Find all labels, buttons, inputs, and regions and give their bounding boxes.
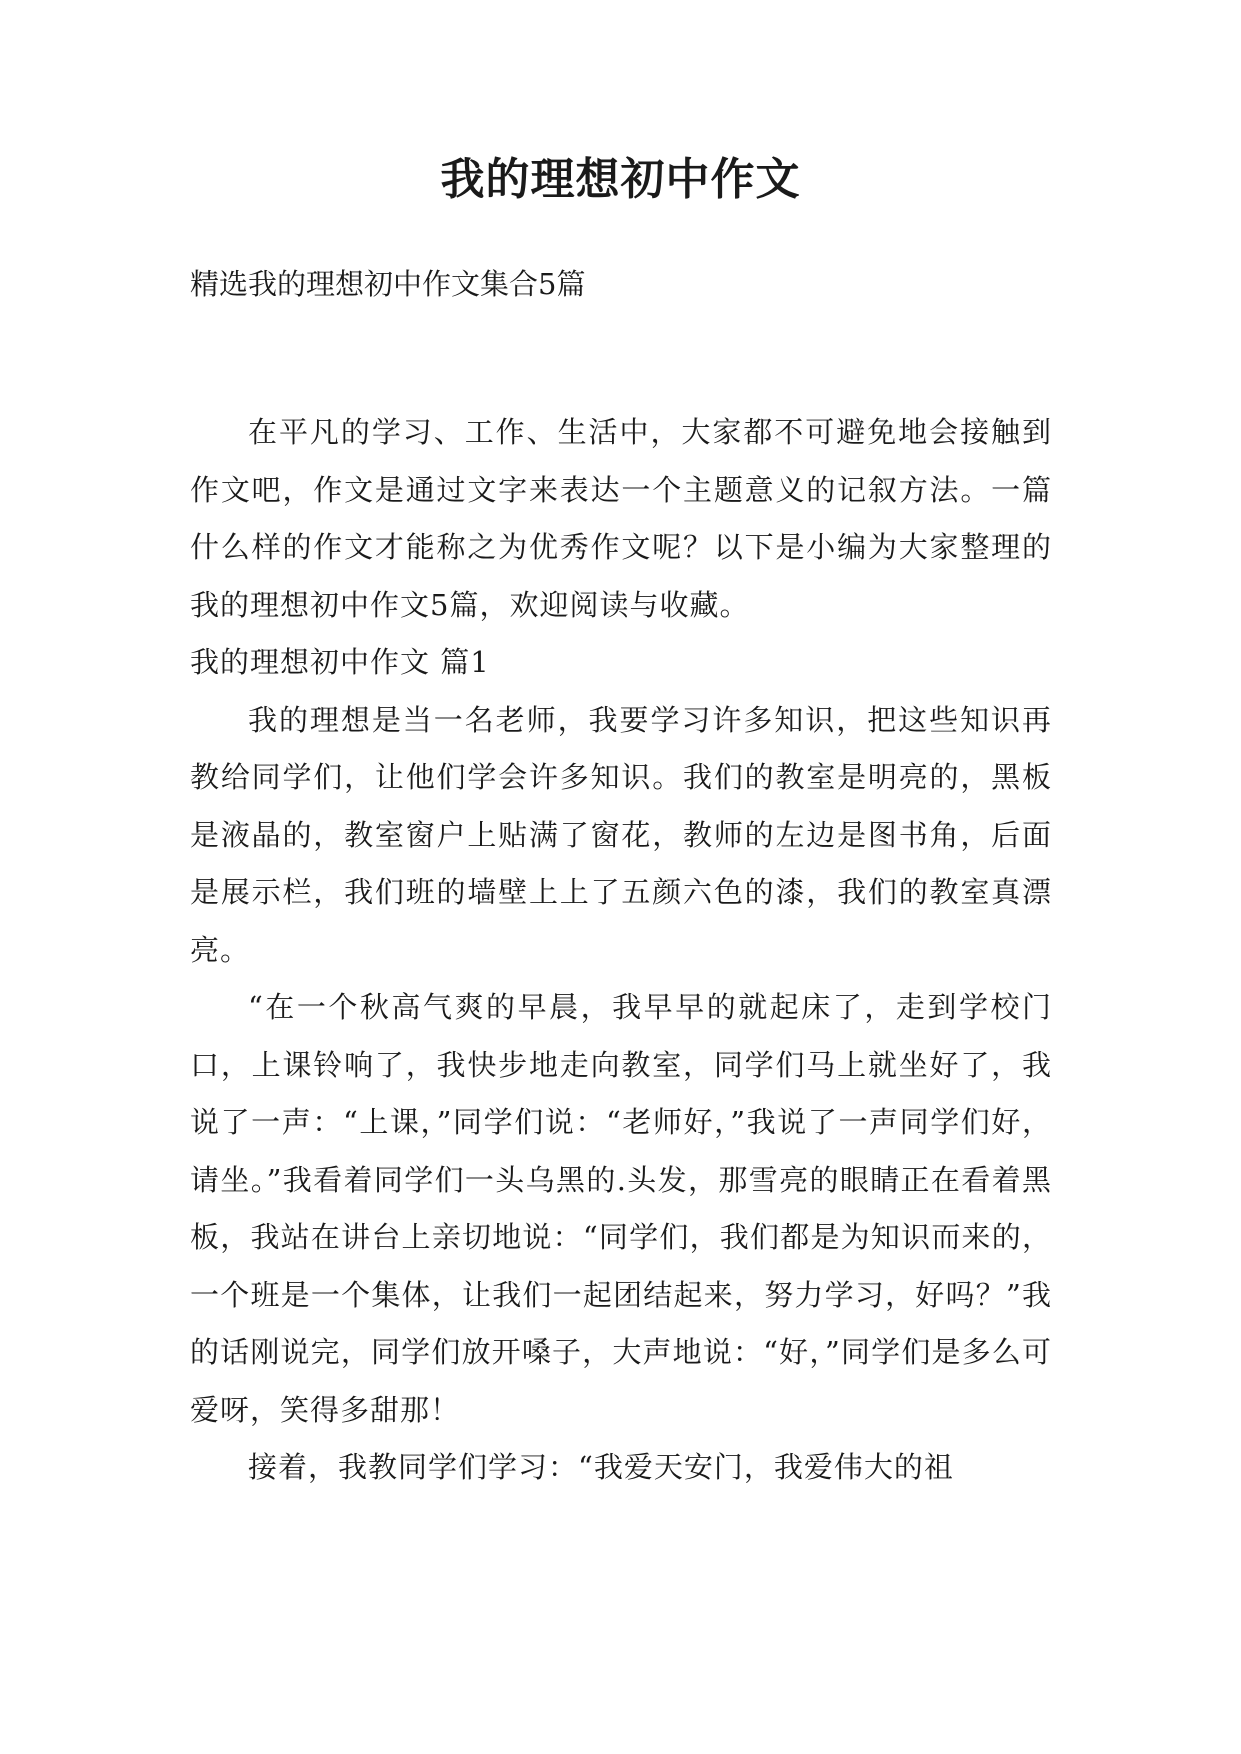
document-title: 我的理想初中作文 <box>440 154 801 205</box>
body-paragraph: 我的理想是当一名老师，我要学习许多知识，把这些知识再教给同学们，让他们学会许多知识。我们的教室是明亮的，黑板是液晶的，教室窗户上贴满了窗花，教师的左边是图书角，后面是展示栏，我们班的墙壁上上了五颜六色的漆，我们的教室真漂亮。 <box>190 702 1052 967</box>
document-body <box>190 404 1052 1497</box>
intro-paragraph: 在平凡的学习、工作、生活中，大家都不可避免地会接触到作文吧，作文是通过文字来表达一个主题意义的记叙方法。一篇什么样的作文才能称之为优秀作文呢？以下是小编为大家整理的我的理想初中作文5篇，欢迎阅读与收藏。 <box>190 415 1052 622</box>
body-paragraph: 接着，我教同学们学习：“我爱天安门，我爱伟大的祖 <box>248 1450 954 1484</box>
document-subtitle: 精选我的理想初中作文集合5篇 <box>190 267 586 301</box>
section-heading: 我的理想初中作文 篇1 <box>190 645 490 679</box>
body-paragraph: “在一个秋高气爽的早晨，我早早的就起床了，走到学校门口，上课铃响了，我快步地走向教室，同学们马上就坐好了，我说了一声：“上课，”同学们说：“老师好，”我说了一声同学们好，请坐。”我看着同学们一头乌黑的.头发，那雪亮的眼睛正在看着黑板，我站在讲台上亲切地说：“同学们，我们都是为知识而来的，一个班是一个集体，让我们一起团结起来，努力学习，好吗？”我的话刚说完，同学们放开嗓子，大声地说：“好，”同学们是多么可爱呀，笑得多甜那！ <box>190 990 1052 1427</box>
